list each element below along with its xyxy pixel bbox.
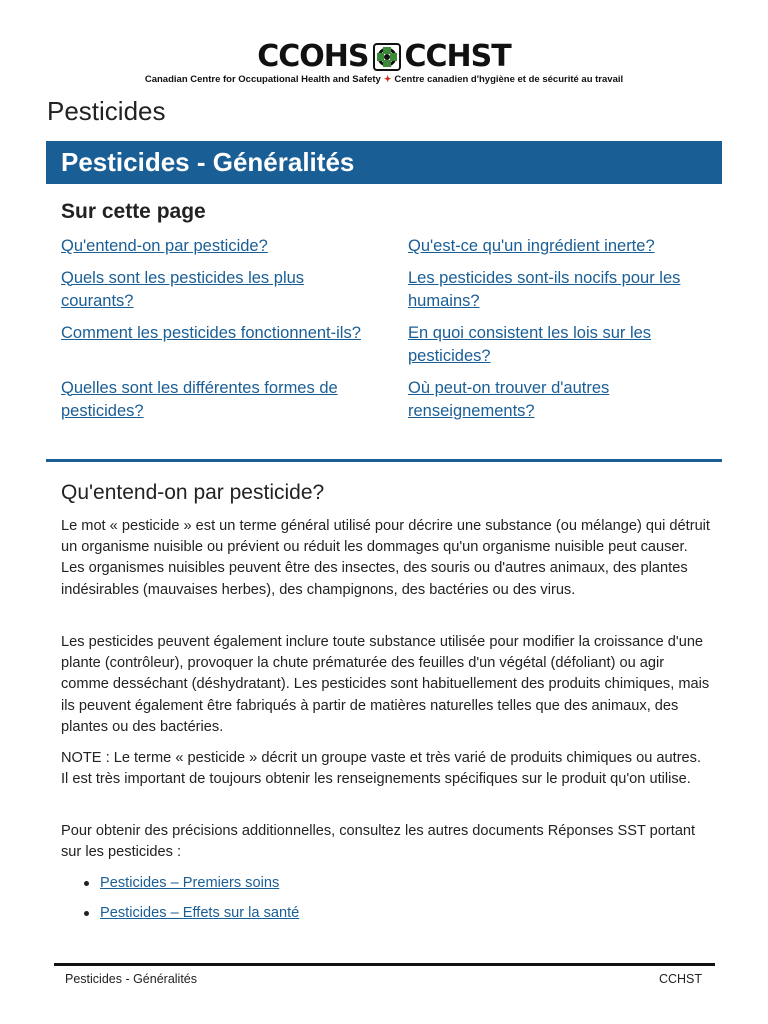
section-divider — [46, 459, 722, 462]
toc-link-common-pesticides[interactable]: Quels sont les pesticides les plus courants? — [61, 268, 305, 310]
tagline-en: Canadian Centre for Occupational Health and Safety — [144, 74, 381, 85]
link-health-effects[interactable]: Pesticides – Effets sur la santé — [100, 905, 300, 921]
paragraph-definition: Le mot « pesticide » est un terme général utilisé pour décrire une substance (ou mélange) qui détruit un organisme nuisible ou prévient ou réduit les dommages qu'un organisme nuisible peut causer. Les organismes nuisibles peuvent être des insectes, des souris ou d'autres animaux, des plantes indésirables (mauvaises herbes), des champignons, des bactéries ou des virus. — [61, 518, 710, 598]
toc-link-more-info[interactable]: Où peut-on trouver d'autres renseignements? — [408, 378, 610, 420]
tagline-fr: Centre canadien d'hygiène et de sécurité au travail — [394, 74, 624, 85]
toc-heading: Sur cette page — [61, 200, 206, 223]
site-logo — [0, 39, 768, 85]
page-title: Pesticides - Généralités — [61, 147, 355, 177]
ccohs-emblem-icon — [373, 43, 401, 71]
table-of-contents — [61, 235, 711, 424]
paragraph-note: NOTE : Le terme « pesticide » décrit un groupe vaste et très varié de produits chimiques ou autres. Il est très important de toujours obtenir les renseignements spécifiques sur le produit qu'on utilise. — [61, 750, 702, 788]
maple-leaf-icon: ✦ — [383, 74, 392, 84]
toc-link-laws[interactable]: En quoi consistent les lois sur les pesticides? — [408, 323, 652, 365]
toc-link-forms[interactable]: Quelles sont les différentes formes de pesticides? — [61, 378, 338, 420]
footer-document-title: Pesticides - Généralités — [65, 972, 198, 986]
list-item — [100, 873, 299, 894]
toc-link-definition[interactable]: Qu'entend-on par pesticide? — [61, 237, 268, 255]
toc-link-harmful-to-humans[interactable]: Les pesticides sont-ils nocifs pour les humains? — [408, 268, 681, 310]
logo-text-en: CCOHS — [257, 39, 369, 74]
page-title-banner — [46, 141, 722, 184]
section-title: Pesticides — [47, 96, 166, 126]
content-heading: Qu'entend-on par pesticide? — [61, 481, 325, 504]
list-item — [100, 903, 299, 924]
related-links-list — [100, 873, 299, 933]
toc-link-how-they-work[interactable]: Comment les pesticides fonctionnent-ils? — [61, 323, 361, 342]
logo-text-fr: CCHST — [404, 39, 511, 74]
footer-organization: CCHST — [658, 972, 702, 986]
toc-link-inert-ingredient[interactable]: Qu'est-ce qu'un ingrédient inerte? — [408, 237, 655, 255]
paragraph-growth-regulators: Les pesticides peuvent également inclure toute substance utilisée pour modifier la croissance d'une plante (contrôleur), provoquer la chute prématurée des feuilles d'un végétal (défoliant) ou agir comme desséchant (déshydratant). Les pesticides sont habituellement des produits chimiques, mais ils peuvent également être fabriqués à partir de matières naturelles telles que des animaux, des plantes ou des bactéries. — [61, 634, 710, 735]
link-first-aid[interactable]: Pesticides – Premiers soins — [100, 875, 280, 891]
footer-divider — [54, 963, 715, 966]
logo-tagline — [0, 74, 768, 85]
paragraph-see-also: Pour obtenir des précisions additionnelles, consultez les autres documents Réponses SST portant sur les pesticides : — [61, 823, 696, 861]
